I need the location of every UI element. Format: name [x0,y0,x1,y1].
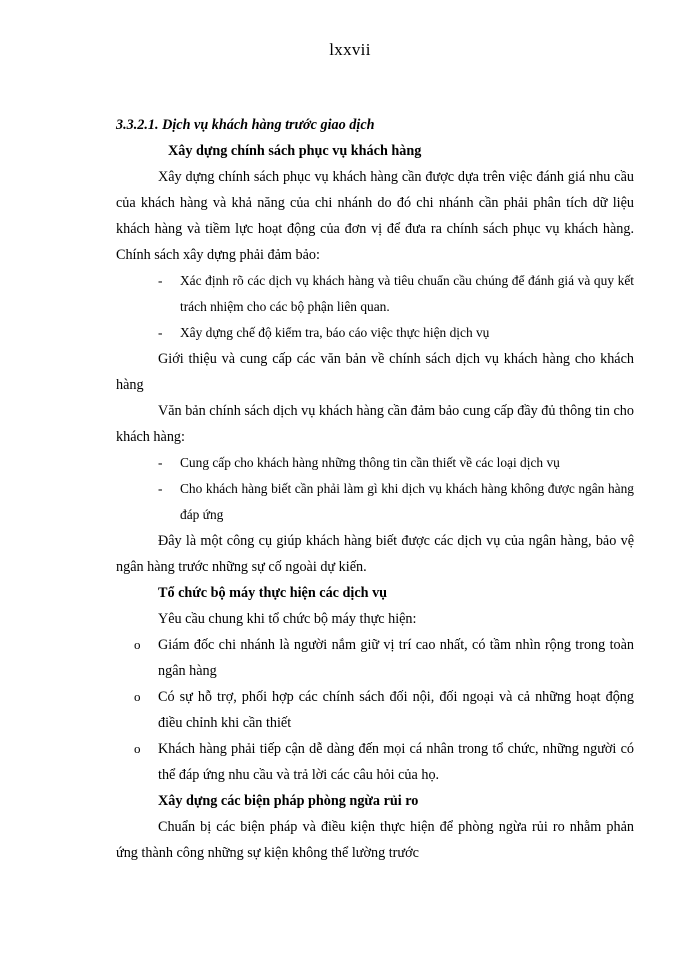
list-item [116,450,634,476]
paragraph-tool: Đây là một công cụ giúp khách hàng biết được các dịch vụ của ngân hàng, bảo vệ ngân hàng trước những sự cố ngoài dự kiến. [116,533,634,575]
policy-requirements-list [116,268,634,346]
list-item-text: Giám đốc chi nhánh là người nắm giữ vị trí cao nhất, có tầm nhìn rộng trong toàn ngân hàng [158,637,634,679]
list-item-text: Xác định rõ các dịch vụ khách hàng và tiêu chuẩn cầu chúng để đánh giá và quy kết trách nhiệm cho các bộ phận liên quan. [180,273,634,314]
heading-organization: Tổ chức bộ máy thực hiện các dịch vụ [158,585,388,601]
list-item [116,476,634,528]
circle-bullet: o [134,637,141,652]
paragraph-policy: Xây dựng chính sách phục vụ khách hàng cần được dựa trên việc đánh giá nhu cầu của khách hàng và khả năng của chi nhánh do đó chi nhánh cần phải phân tích dữ liệu khách hàng và tiềm lực hoạt động của đơn vị để đưa ra chính sách phục vụ khách hàng. Chính sách xây dựng phải đảm bảo: [116,169,634,263]
list-item-text: Xây dựng chế độ kiểm tra, báo cáo việc thực hiện dịch vụ [180,325,490,340]
list-item [116,268,634,320]
heading-policy: Xây dựng chính sách phục vụ khách hàng [168,143,422,159]
dash-bullet: - [158,325,163,340]
paragraph-risk: Chuẩn bị các biện pháp và điều kiện thực hiện để phòng ngừa rủi ro nhằm phản ứng thành công những sự kiện không thể lường trước [116,819,634,861]
dash-bullet: - [158,273,163,288]
heading-risk: Xây dựng các biện pháp phòng ngừa rủi ro [158,793,419,809]
list-item-text: Có sự hỗ trợ, phối hợp các chính sách đối nội, đối ngoại và cả những hoạt động điều chỉnh khi cần thiết [158,689,634,731]
circle-bullet: o [134,741,141,756]
page-content [116,112,634,866]
dash-bullet: - [158,455,163,470]
dash-bullet: - [158,481,163,496]
organization-requirements-list [116,632,634,788]
section-heading: 3.3.2.1. Dịch vụ khách hàng trước giao dịch [116,117,375,133]
paragraph-intro: Giới thiệu và cung cấp các văn bản về chính sách dịch vụ khách hàng cho khách hàng [116,351,634,393]
list-item [116,632,634,684]
page-number: lxxvii [329,40,371,59]
paragraph-docs: Văn bản chính sách dịch vụ khách hàng cần đảm bảo cung cấp đầy đủ thông tin cho khách hàng: [116,403,634,445]
list-item [116,684,634,736]
list-item-text: Khách hàng phải tiếp cận dễ dàng đến mọi cá nhân trong tổ chức, những người có thể đáp ứng nhu cầu và trả lời các câu hỏi của họ. [158,741,634,783]
circle-bullet: o [134,689,141,704]
list-item-text: Cung cấp cho khách hàng những thông tin cần thiết về các loại dịch vụ [180,455,560,470]
paragraph-organization: Yêu cầu chung khi tổ chức bộ máy thực hiện: [158,611,417,627]
list-item [116,736,634,788]
docs-info-list [116,450,634,528]
list-item [116,320,634,346]
list-item-text: Cho khách hàng biết cần phải làm gì khi dịch vụ khách hàng không được ngân hàng đáp ứng [180,481,634,522]
